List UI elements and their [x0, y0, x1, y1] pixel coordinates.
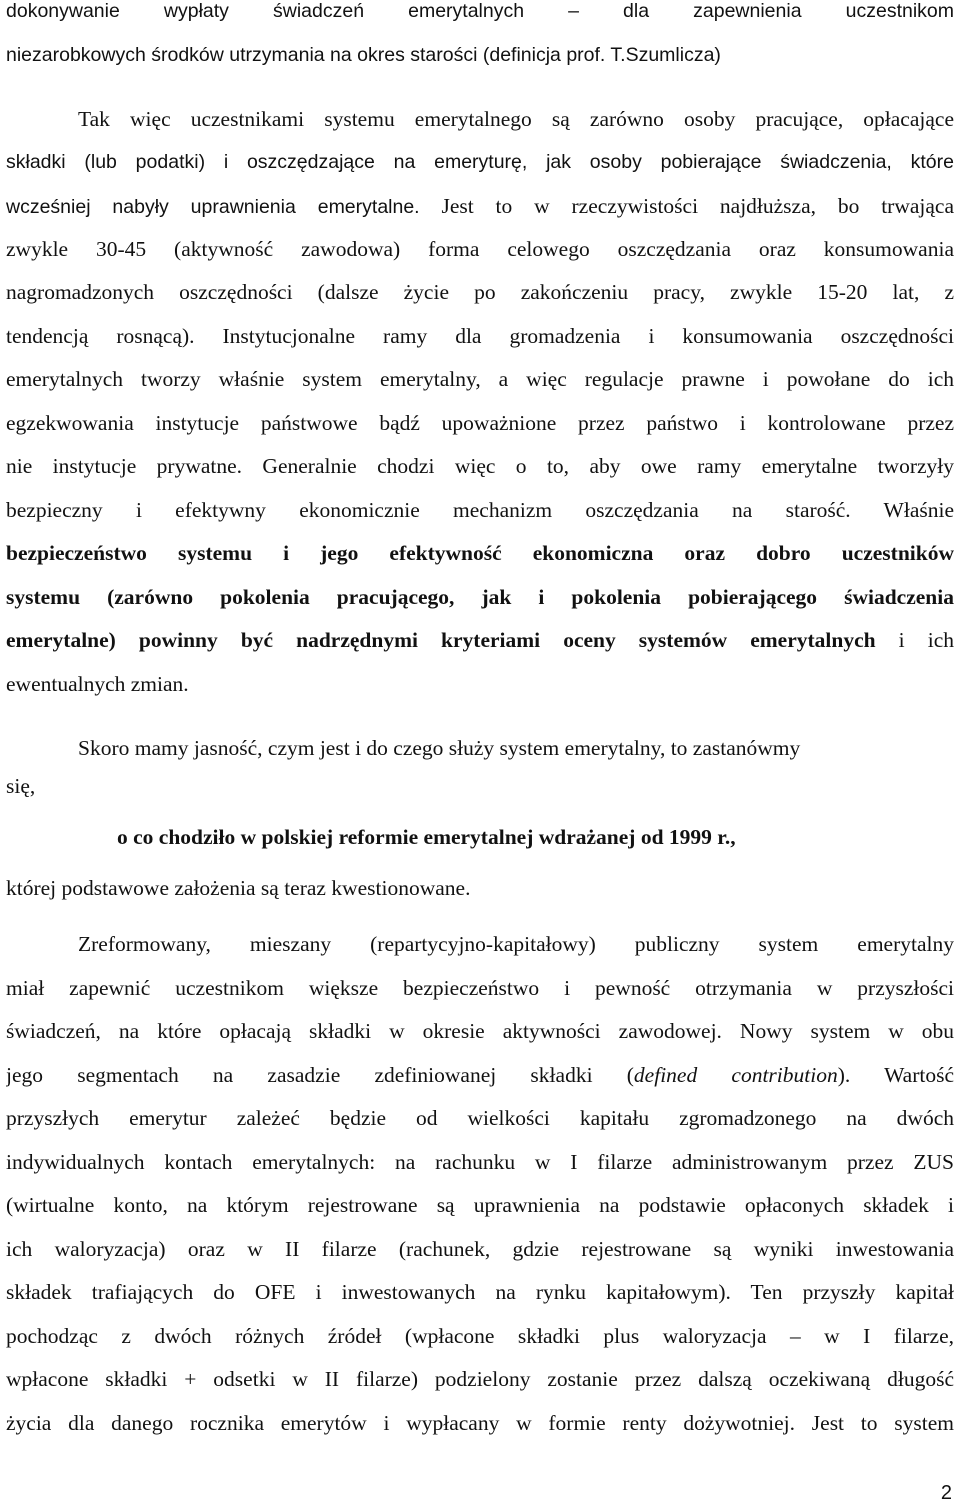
text-segment: Jest to w rzeczywistości najdłuższa, bo trwająca: [419, 194, 954, 218]
text-segment: życia dla danego rocznika emerytów i wypłacany w formie renty dożywotniej. Jest to system: [6, 1411, 954, 1435]
text-segment: jego segmentach na zasadzie zdefiniowanej składki (: [6, 1063, 634, 1087]
text-line: [6, 733, 954, 763]
text-line: [6, 1147, 954, 1177]
text-segment: świadczeń, na które opłacają składki w okresie aktywności zawodowej. Nowy system w obu: [6, 1019, 954, 1043]
bold-text: o co chodziło w polskiej reformie emerytalnej wdrażanej od 1999 r.,: [117, 825, 736, 849]
text-line: [6, 1408, 954, 1438]
text-line: [6, 451, 954, 481]
text-line: [6, 771, 954, 801]
text-line: [6, 147, 954, 177]
text-segment: przyszłych emerytur zależeć będzie od wielkości kapitału zgromadzonego na dwóch: [6, 1106, 954, 1130]
text-line: [6, 582, 954, 612]
text-line: [6, 1190, 954, 1220]
text-segment: miał zapewnić uczestnikom większe bezpieczeństwo i pewność otrzymania w przyszłości: [6, 976, 954, 1000]
text-line: [6, 1060, 954, 1090]
text-line: [6, 625, 954, 655]
text-line: [6, 495, 954, 525]
text-segment: wcześniej nabyły uprawnienia emerytalne.: [6, 196, 420, 218]
italic-text: defined contribution: [633, 1063, 838, 1087]
text-line: [6, 408, 954, 438]
text-line: [6, 1103, 954, 1133]
text-segment: ). Wartość: [837, 1063, 954, 1087]
text-segment: nie instytucje prywatne. Generalnie chodzi więc o to, aby owe ramy emerytalne tworzyły: [6, 454, 954, 478]
text-line: [6, 364, 954, 394]
text-segment: emerytalnych tworzy właśnie system emerytalny, a więc regulacje prawne i powołane do ich: [6, 367, 954, 391]
text-segment: pochodząc z dwóch różnych źródeł (wpłacone składki plus waloryzacja – w I filarze,: [6, 1324, 954, 1348]
page-number: 2: [940, 1482, 952, 1504]
text-line: [6, 234, 954, 264]
text-segment: niezarobkowych środków utrzymania na okres starości (definicja prof. T.Szumlicza): [6, 44, 721, 66]
text-segment: Tak więc uczestnikami systemu emerytalnego są zarówno osoby pracujące, opłacające: [78, 107, 954, 131]
text-segment: indywidualnych kontach emerytalnych: na rachunku w I filarze administrowanym przez ZUS: [6, 1150, 954, 1174]
text-line: [6, 973, 954, 1003]
bold-text: emerytalne) powinny być nadrzędnymi kryteriami oceny systemów emerytalnych: [6, 628, 876, 652]
text-line: [6, 669, 954, 699]
text-segment: nagromadzonych oszczędności (dalsze życie po zakończeniu pracy, zwykle 15-20 lat, z: [6, 280, 954, 304]
text-segment: dokonywanie wypłaty świadczeń emerytalnych – dla zapewnienia uczestnikom: [6, 0, 954, 22]
text-segment: której podstawowe założenia są teraz kwestionowane.: [6, 876, 471, 900]
text-line: [6, 321, 954, 351]
text-segment: wpłacone składki + odsetki w II filarze) podzielony zostanie przez dalszą oczekiwaną długość: [6, 1367, 954, 1391]
text-segment: składek trafiających do OFE i inwestowanych na rynku kapitałowym). Ten przyszły kapitał: [6, 1280, 954, 1304]
text-line: [6, 822, 954, 852]
text-segment: egzekwowania instytucje państwowe bądź upoważnione przez państwo i kontrolowane przez: [6, 411, 954, 435]
text-segment: bezpieczny i efektywny ekonomicznie mechanizm oszczędzania na starość. Właśnie: [6, 498, 954, 522]
text-segment: zwykle 30-45 (aktywność zawodowa) forma celowego oszczędzania oraz konsumowania: [6, 237, 954, 261]
text-line: [6, 1234, 954, 1264]
text-line: [6, 873, 954, 903]
text-segment: (wirtualne konto, na którym rejestrowane są uprawnienia na podstawie opłaconych składek i: [6, 1193, 954, 1217]
text-segment: Skoro mamy jasność, czym jest i do czego służy system emerytalny, to zastanówmy: [78, 736, 801, 760]
text-segment: ewentualnych zmian.: [6, 672, 189, 696]
text-line: [6, 1321, 954, 1351]
text-segment: i ich: [875, 628, 954, 652]
text-line: [6, 538, 954, 568]
text-segment: tendencją rosnącą). Instytucjonalne ramy dla gromadzenia i konsumowania oszczędności: [6, 324, 954, 348]
text-line: [6, 40, 954, 70]
bold-text: bezpieczeństwo systemu i jego efektywność ekonomiczna oraz dobro uczestników: [6, 541, 954, 565]
text-line: [6, 277, 954, 307]
text-line: [6, 0, 954, 26]
text-segment: Zreformowany, mieszany (repartycyjno-kapitałowy) publiczny system emerytalny: [78, 932, 954, 956]
text-line: [6, 929, 954, 959]
text-segment: składki (lub podatki) i oszczędzające na emeryturę, jak osoby pobierające świadczenia, które: [6, 151, 954, 173]
bold-text: systemu (zarówno pokolenia pracującego, jak i pokolenia pobierającego świadczenia: [6, 585, 954, 609]
text-line: [6, 191, 954, 221]
text-segment: ich waloryzacja) oraz w II filarze (rachunek, gdzie rejestrowane są wyniki inwestowania: [6, 1237, 954, 1261]
text-line: [6, 1364, 954, 1394]
text-line: [6, 1277, 954, 1307]
text-line: [6, 1016, 954, 1046]
text-line: [6, 104, 954, 134]
text-segment: się,: [6, 774, 36, 798]
